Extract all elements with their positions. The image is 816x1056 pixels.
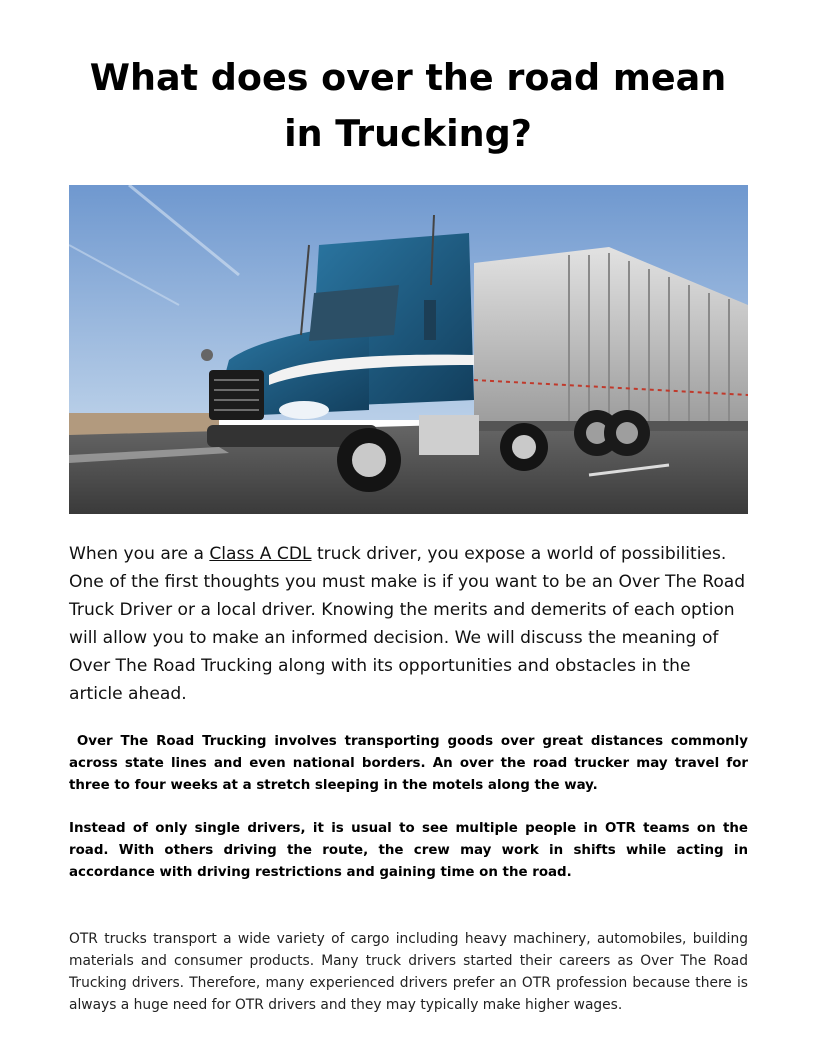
page-title: What does over the road mean in Trucking? bbox=[89, 56, 727, 155]
semi-truck-photo-icon bbox=[69, 185, 748, 514]
otr-teams-paragraph: Instead of only single drivers, it is usual to see multiple people in OTR teams on the road. With others driving the route, the crew may work in shifts while acting in accordance with driving restrictions and gaining time on the road. bbox=[69, 821, 748, 880]
otr-cargo-paragraph: OTR trucks transport a wide variety of cargo including heavy machinery, automobiles, building materials and consumer products. Many truck drivers started their careers as Over The Road Trucking drivers. Therefore, many experienced drivers prefer an OTR profession because there is always a huge need for OTR drivers and they may typically make higher wages. bbox=[69, 931, 748, 1013]
intro-paragraph bbox=[69, 540, 749, 708]
class-a-cdl-link[interactable]: Class A CDL bbox=[209, 544, 312, 564]
intro-text-start: When you are a bbox=[69, 544, 210, 564]
intro-text-end: truck driver, you expose a world of possibilities. One of the first thoughts you must make is if you want to be an Over The Road Truck Driver or a local driver. Knowing the merits and demerits of each option will allow you to make an informed decision. We will discuss the meaning of Over The Road Trucking along with its opportunities and obstacles in the article ahead. bbox=[69, 544, 746, 704]
otr-definition-paragraph: Over The Road Trucking involves transporting goods over great distances commonly across state lines and even national borders. An over the road trucker may travel for three to four weeks at a stretch sleeping in the motels along the way. bbox=[69, 734, 748, 793]
truck-image bbox=[69, 185, 748, 514]
